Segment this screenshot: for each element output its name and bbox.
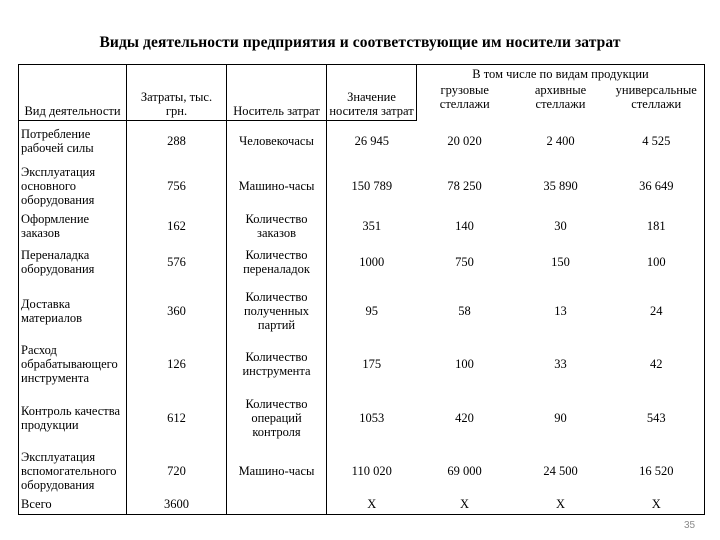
cell-universal: 16 520 [609, 447, 705, 495]
cost-carriers-table [18, 64, 705, 515]
cell-costs: 756 [127, 161, 227, 211]
cell-costs: 360 [127, 283, 227, 339]
table-row [19, 495, 705, 515]
cell-universal: 4 525 [609, 121, 705, 161]
cell-universal: 181 [609, 211, 705, 241]
cell-activity: Эксплуатация основного оборудования [19, 161, 127, 211]
cell-costs: 288 [127, 121, 227, 161]
table-row [19, 339, 705, 389]
page-number: 35 [684, 520, 696, 531]
cell-carrier-value: 26 945 [327, 121, 417, 161]
cell-archive: 24 500 [543, 463, 578, 478]
cell-costs: 720 [127, 447, 227, 495]
cell-activity: Переналадка оборудования [19, 241, 127, 283]
cell-carrier [227, 495, 327, 515]
table-row [19, 121, 705, 161]
cell-costs: 576 [127, 241, 227, 283]
cell-activity: Контроль качества продукции [19, 389, 127, 447]
cell-cargo: X [417, 495, 513, 515]
cell-archive: 90 [554, 410, 567, 425]
cell-cargo: 100 [455, 356, 474, 371]
cell-cargo: 750 [455, 254, 474, 269]
cell-costs: 3600 [127, 495, 227, 515]
cell-cargo: 58 [458, 303, 471, 318]
cell-activity: Эксплуатация вспомогательного оборудования [19, 447, 127, 495]
header-carrier-value: Значение носителя затрат [327, 65, 417, 121]
cell-activity: Расход обрабатывающего инструмента [19, 339, 127, 389]
cell-archive: 13 [554, 303, 567, 318]
cell-cargo: 69 000 [447, 463, 482, 478]
table-row [19, 283, 705, 339]
header-costs: Затраты, тыс. грн. [127, 65, 227, 121]
cell-universal: 24 [609, 283, 705, 339]
table-row [19, 389, 705, 447]
cell-carrier: Количество переналадок [227, 241, 327, 283]
cell-activity: Всего [19, 495, 127, 515]
cell-archive: 30 [554, 218, 567, 233]
header-universal-racks: универсальные стеллажи [609, 83, 705, 121]
table-row [19, 211, 705, 241]
cell-carrier: Человекочасы [227, 121, 327, 161]
cell-carrier-value: 175 [327, 339, 417, 389]
cell-carrier: Количество заказов [227, 211, 327, 241]
cell-archive: 150 [551, 254, 570, 269]
cell-universal: X [609, 495, 705, 515]
cell-carrier-value: X [327, 495, 417, 515]
cell-carrier: Количество операций контроля [227, 389, 327, 447]
header-archive-racks: архивные стеллажи [534, 82, 587, 111]
header-cargo-racks: грузовые стеллажи [417, 83, 513, 121]
cell-carrier: Количество полученных партий [227, 283, 327, 339]
table-row [19, 241, 705, 283]
cell-carrier-value: 351 [327, 211, 417, 241]
cell-cargo: 140 [455, 218, 474, 233]
cell-cargo: 20 020 [447, 133, 482, 148]
cell-activity: Оформление заказов [19, 211, 127, 241]
cell-carrier-value: 1000 [327, 241, 417, 283]
cell-archive: 33 [554, 356, 567, 371]
cell-universal: 100 [609, 241, 705, 283]
cell-costs: 612 [127, 389, 227, 447]
cell-activity: Доставка материалов [19, 283, 127, 339]
cell-archive: X [513, 495, 609, 515]
cell-costs: 162 [127, 211, 227, 241]
cell-carrier-value: 1053 [327, 389, 417, 447]
table-row [19, 161, 705, 211]
cell-cargo: 420 [455, 410, 474, 425]
cell-carrier-value: 150 789 [327, 161, 417, 211]
cell-archive: 2 400 [546, 133, 575, 148]
table-row [19, 447, 705, 495]
cell-costs: 126 [127, 339, 227, 389]
cell-carrier-value: 95 [327, 283, 417, 339]
cell-cargo: 78 250 [447, 178, 482, 193]
cell-archive: 35 890 [543, 178, 578, 193]
cell-carrier: Машино-часы [227, 447, 327, 495]
cell-activity: Потребление рабочей силы [19, 121, 127, 161]
header-activity: Вид деятельности [19, 65, 127, 121]
cell-universal: 36 649 [609, 161, 705, 211]
header-carrier: Носитель затрат [227, 65, 327, 121]
cell-carrier-value: 110 020 [327, 447, 417, 495]
cell-universal: 42 [609, 339, 705, 389]
cell-carrier: Машино-часы [227, 161, 327, 211]
page-title: Виды деятельности предприятия и соответствующие им носители затрат [99, 34, 621, 51]
cell-carrier: Количество инструмента [227, 339, 327, 389]
cell-universal: 543 [609, 389, 705, 447]
header-product-group: В том числе по видам продукции [417, 65, 705, 83]
